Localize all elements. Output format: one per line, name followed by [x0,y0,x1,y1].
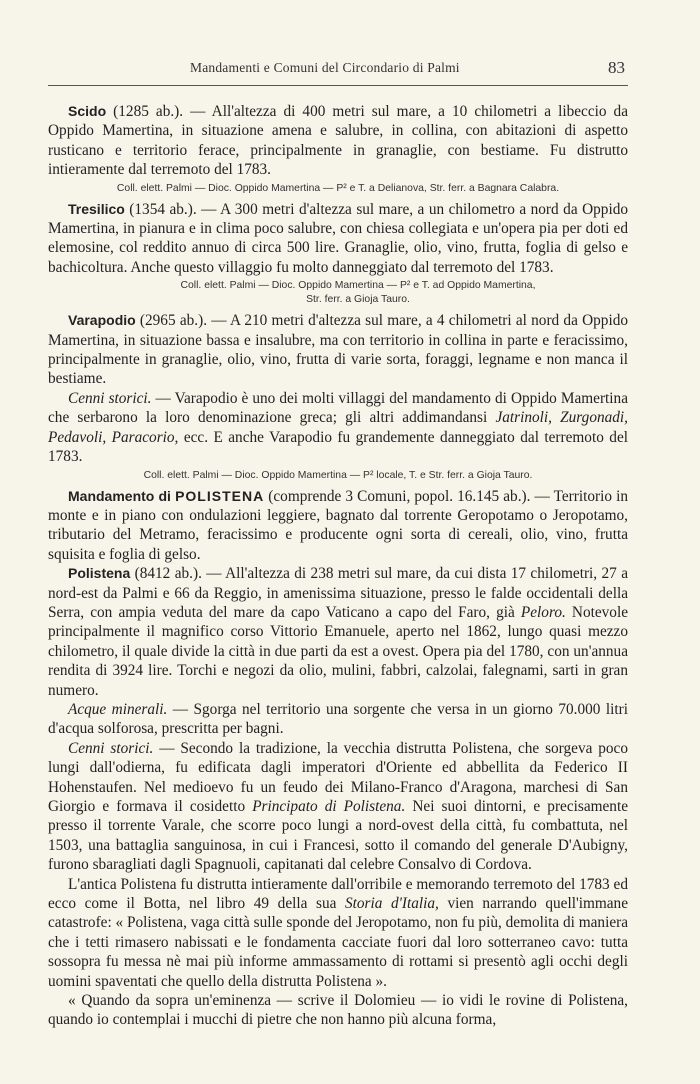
mandamento-polistena: Mandamento di POLISTENA (comprende 3 Comuni, popol. 16.145 ab.). — Territorio in monte e in piano con ondulazioni leggiere, bagnato dal torrente Geropotamo o Jeropotamo, tributario del Metramo, feracissimo e producente ogni sorta di cereali, olio, vino, frutta squisita e foglia di gelso. [48,487,628,563]
page-header [0,58,700,80]
mandamento-name: POLISTENA [175,487,265,504]
polistena-antica: L'antica Polistena fu distrutta intieramente dall'orribile e memorando terremoto del 1783 ed ecco come il Botta, nel libro 49 della sua Storia d'Italia, vien narrando quell'immane catastrofe: « Polistena, vaga città sulle sponde del Jeropotamo, non fu più, demolita di maniera che i tetti rimasero nabissati e le fondamenta cacciate fuori dal loro sotterraneo cavo: tutta sossopra fu messa nè mai più informe ammassamento di rottami si presentò agli occhi degli uomini spaventati che quello della distrutta Polistena ». [48,875,628,990]
coll-note-line: Str. ferr. a Gioja Tauro. [306,294,410,306]
section-label: Cenni storici. [68,739,154,757]
polistena-acque: Acque minerali. — Sgorga nel territorio una sorgente che versa in un giorno 70.000 litri d'acqua solforosa, prescritta per bagni. [48,700,628,738]
section-label: Acque minerali. [68,700,168,718]
coll-note-varapodio: Coll. elett. Palmi — Dioc. Oppido Mamertina — P² locale, T. e Str. ferr. a Gioja Tauro. [143,469,533,481]
running-head: Mandamenti e Comuni del Circondario di Palmi [190,60,460,75]
entry-name: Scido [68,103,107,119]
entry-polistena: Polistena (8412 ab.). — All'altezza di 238 metri sul mare, da cui dista 17 chilometri, 27 a nord-est da Palmi e 66 da Reggio, in amenissima situazione, presso le falde occidentali della Serra, con ampia veduta del mare da capo Vaticano a capo del Faro, già Peloro. Notevole principalmente il magnifico corso Vittorio Emanuele, aperto nel 1862, lungo quasi mezzo chilometro, il quale divide la città in due parti da est a ovest. Opera pia del 1780, con un'annua rendita di 3924 lire. Torchi e negozi da olio, mulini, fabbri, calzolai, falegnami, sarti in gran numero. [48,565,628,699]
varapodio-cenni: Cenni storici. — Varapodio è uno dei molti villaggi del mandamento di Oppido Mamertina che serbarono la loro denominazione greca; gli altri addimandansi Jatrinoli, Zurgonadi, Pedavoli, Paracorio, ecc. E anche Varapodio fu grandemente danneggiato dal terremoto del 1783. [48,389,628,466]
section-label: Cenni storici. [68,389,152,407]
coll-note-line: Coll. elett. Palmi — Dioc. Oppido Mamertina — P² e T. ad Oppido Mamertina, [180,280,536,292]
entry-scido [48,102,628,180]
entry-text: (2965 ab.). — A 210 metri d'altezza sul mare, a 4 chilometri al nord da Oppido Mamertina, in situazione bassa e insalubre, ma con territorio in collina in parte e feracissimo, principalmente in granaglie, olio, vino, frutta di varie sorta, foraggi, legname e non manca il bestiame. [48,312,628,388]
body-text [48,102,628,1030]
header-rule [48,85,628,86]
polistena-quote: « Quando da sopra un'eminenza — scrive il Dolomieu — io vidi le rovine di Polistena, quando io contemplai i mucchi di pietre che non hanno più alcuna forma, [48,992,628,1029]
entry-text: (1285 ab.). — All'altezza di 400 metri sul mare, a 10 chilometri a libeccio da Oppido Mamertina, in situazione amena e salubre, in collina, con abitazioni di aspetto rusticano e territorio ferace, principalmente in granaglie, con bestiame. Fu distrutto intieramente dal terremoto del 1783. [48,103,628,179]
entry-name: Varapodio [68,312,136,329]
entry-varapodio [48,311,628,389]
entry-tresilico [48,200,628,278]
polistena-cenni: Cenni storici. — Secondo la tradizione, la vecchia distrutta Polistena, che sorgeva poco lungi dall'odierna, fu edificata dagli imperatori d'Oriente ed abbellita da Federico II Hohenstaufen. Nel medioevo fu un feudo dei Milano-Franco d'Aragona, marchesi di San Giorgio e formava il cosidetto Principato di Polistena. Nei suoi dintorni, e precisamente presso il torrente Varale, che scorre poco lungi a nord-ovest della città, fu combattuta, nel 1503, una battaglia sanguinosa, in cui i Francesi, sotto il comando del generale D'Aubigny, furono sbaragliati dagli Spagnuoli, capitanati dal celebre Consalvo di Cordova. [48,739,628,874]
entry-text: (1354 ab.). — A 300 metri d'altezza sul mare, a un chilometro a nord da Oppido Mamertina, in pianura e in clima poco salubre, con chiesa collegiata e un'opera pia per doti ed elemosine, col reddito annuo di circa 500 lire. Granaglie, olio, vino, frutta, foglia di gelso e bachicoltura. Anche questo villaggio fu molto danneggiato dal terremoto del 1783. [48,200,628,276]
coll-note-tresilico [48,279,628,307]
entry-name: Polistena [68,565,131,582]
page-number: 83 [608,58,625,77]
entry-name: Tresilico [68,200,125,217]
coll-note-scido: Coll. elett. Palmi — Dioc. Oppido Mamertina — P² e T. a Delianova, Str. ferr. a Bagnara Calabra. [116,182,560,194]
